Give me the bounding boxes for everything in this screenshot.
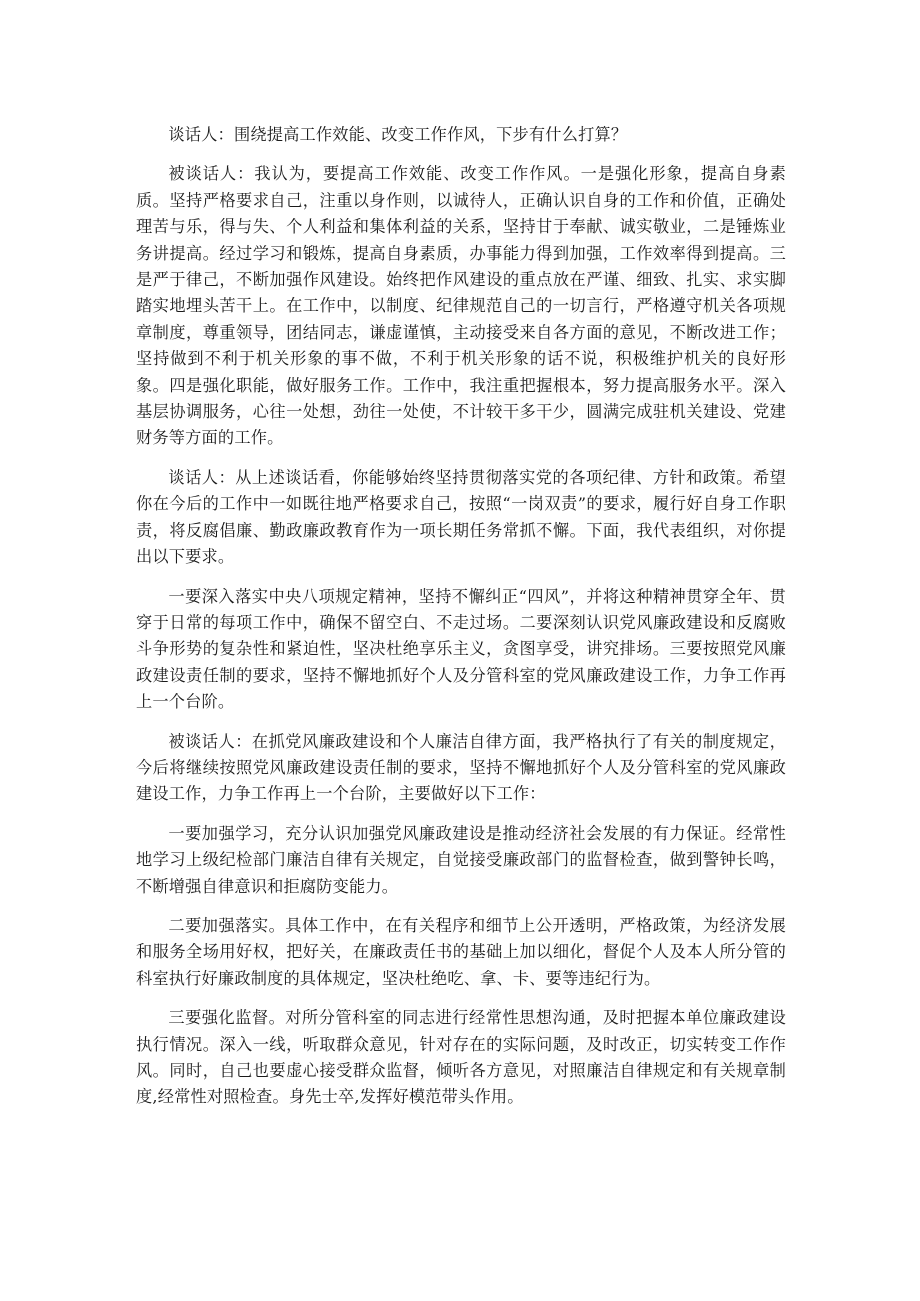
paragraph-requirements: 一要深入落实中央八项规定精神，坚持不懈纠正“四风”，并将这种精神贯穿全年、贯穿于日常的每项工作中，确保不留空白、不走过场。二要深刻认识党风廉政建设和反腐败斗争形势的复杂性和紧迫性，坚决杜绝享乐主义，贪图享受，讲究排场。三要按照党风廉政建设责任制的要求，坚持不懈地抓好个人及分管科室的党风廉政建设工作，力争工作再上一个台阶。 — [136, 586, 786, 712]
paragraph-item-implement: 二要加强落实。具体工作中，在有关程序和细节上公开透明，严格政策，为经济发展和服务全场用好权，把好关，在廉政责任书的基础上加以细化，督促个人及本人所分管的科室执行好廉政制度的具体规定，坚决杜绝吃、拿、卡、要等违纪行为。 — [136, 915, 786, 988]
paragraph-answer-2: 被谈话人：在抓党风廉政建设和个人廉洁自律方面，我严格执行了有关的制度规定，今后将继续按照党风廉政建设责任制的要求，坚持不懈地抓好个人及分管科室的党风廉政建设工作，力争工作再上一个台阶，主要做好以下工作： — [136, 731, 786, 804]
document-body — [136, 122, 786, 1124]
paragraph-interviewer-comment: 谈话人：从上述谈话看，你能够始终坚持贯彻落实党的各项纪律、方针和政策。希望你在今后的工作中一如既往地严格要求自己，按照“一岗双责”的要求，履行好自身工作职责，将反腐倡廉、勤政廉政教育作为一项长期任务常抓不懈。下面，我代表组织，对你提出以下要求。 — [136, 467, 786, 567]
paragraph-question-1: 谈话人：围绕提高工作效能、改变工作作风，下步有什么打算？ — [168, 125, 628, 144]
paragraph-item-study: 一要加强学习，充分认识加强党风廉政建设是推动经济社会发展的有力保证。经常性地学习上级纪检部门廉洁自律有关规定，自觉接受廉政部门的监督检查，做到警钟长鸣，不断增强自律意识和拒腐防变能力。 — [136, 823, 786, 896]
paragraph-answer-1: 被谈话人：我认为，要提高工作效能、改变工作作风。一是强化形象，提高自身素质。坚持严格要求自己，注重以身作则，以诚待人，正确认识自身的工作和价值，正确处理苦与乐，得与失、个人利益和集体利益的关系，坚持甘于奉献、诚实敬业，二是锤炼业务讲提高。经过学习和锻炼，提高自身素质，办事能力得到加强，工作效率得到提高。三是严于律己，不断加强作风建设。始终把作风建设的重点放在严谨、细致、扎实、求实脚踏实地埋头苦干上。在工作中，以制度、纪律规范自己的一切言行，严格遵守机关各项规章制度，尊重领导，团结同志，谦虚谨慎，主动接受来自各方面的意见，不断改进工作；坚持做到不利于机关形象的事不做，不利于机关形象的话不说，积极维护机关的良好形象。四是强化职能，做好服务工作。工作中，我注重把握根本，努力提高服务水平。深入基层协调服务，心往一处想，劲往一处使，不计较干多干少，圆满完成驻机关建设、党建财务等方面的工作。 — [136, 164, 786, 448]
paragraph-item-supervise: 三要强化监督。对所分管科室的同志进行经常性思想沟通，及时把握本单位廉政建设执行情况。深入一线，听取群众意见，针对存在的实际问题，及时改正，切实转变工作作风。同时，自己也要虚心接受群众监督，倾听各方意见，对照廉洁自律规定和有关规章制度,经常性对照检查。身先士卒,发挥好模范带头作用。 — [136, 1008, 786, 1107]
